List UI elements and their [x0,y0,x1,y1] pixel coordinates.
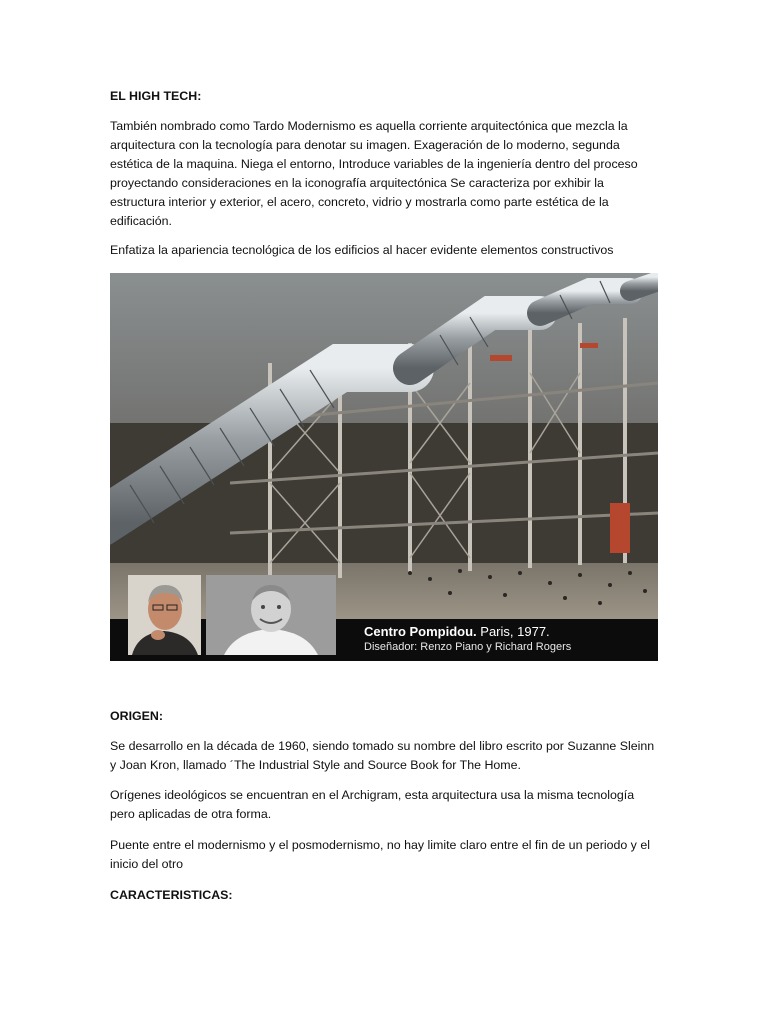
caption-title-bold: Centro Pompidou. [364,624,477,639]
paragraph-intro: También nombrado como Tardo Modernismo es aquella corriente arquitectónica que mezcla la arquitectura con la tecnología para denotar su imagen. Exageración de lo moderno, segunda estética de la maquina. Niega el entorno, Introduce variables de la ingeniería dentro del proceso proyectando consideraciones en la iconografía arquitectónica Se caracteriza por exhibir la estructura interior y exterior, el acero, concreto, vidrio y mostrarla como parte estética de la edificación. [110,119,638,228]
pompidou-facade-illustration [110,273,658,619]
heading-caracteristicas: CARACTERISTICAS: [110,888,233,902]
caption-title-rest: Paris, 1977. [476,624,550,639]
centre-pompidou-photo [110,273,658,661]
heading-high-tech: EL HIGH TECH: [110,89,202,103]
heading-origen: ORIGEN: [110,709,164,723]
caption-subtitle: Diseñador: Renzo Piano y Richard Rogers [364,641,572,653]
paragraph-emphasis: Enfatiza la apariencia tecnológica de los edificios al hacer evidente elementos constructivos [110,243,614,257]
paragraph-origen-2: Orígenes ideológicos se encuentran en el Archigram, esta arquitectura usa la misma tecnología pero aplicadas de otra forma. [110,788,635,821]
portrait-1-image [128,575,201,655]
caption-title [364,623,550,640]
portrait-2-image [206,575,336,655]
paragraph-origen-1: Se desarrollo en la década de 1960, siendo tomado su nombre del libro escrito por Suzanne Sleinn y Joan Kron, llamado ´The Industrial Style and Source Book for The Home. [110,739,655,772]
portrait-richard-rogers [206,575,336,655]
paragraph-origen-3: Puente entre el modernismo y el posmodernismo, no hay limite claro entre el fin de un periodo y el inicio del otro [110,838,650,871]
portrait-renzo-piano [128,575,201,655]
